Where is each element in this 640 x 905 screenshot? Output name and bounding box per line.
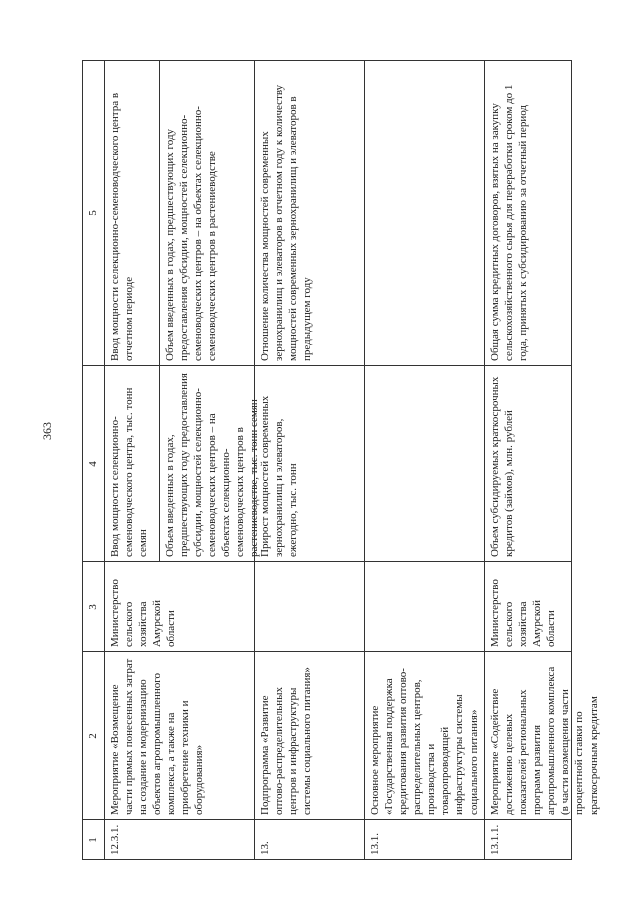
row-number: 12.3.1. bbox=[109, 824, 121, 855]
row-executor: Министерство сельского хозяйства Амурской области bbox=[109, 579, 178, 647]
row-number: 13.1. bbox=[369, 833, 381, 855]
indicator-name: Объем введенных в годах, предшествующих году предоставления субсидии, мощностей селекционно-семеноводческих центров – на объектах селекционно-семеноводческих центров в растениеводстве, тыс. тонн семян bbox=[164, 373, 261, 557]
header-col-4: 4 bbox=[87, 461, 99, 467]
row-number: 13. bbox=[259, 841, 271, 855]
table-row bbox=[484, 60, 600, 860]
row-indicator: Объем субсидируемых краткосрочных кредитов (займов), млн. рублей bbox=[489, 376, 516, 557]
row-executor bbox=[365, 562, 485, 652]
row-name: Мероприятие «Содействие достижению целевых показателей региональных программ развития агропромышленного комплекса (в части возмещения части процентной ставки по краткосрочным кредитам bbox=[489, 666, 600, 815]
indicator-name: Ввод мощности селекционно-семеноводческого центра, тыс. тонн семян bbox=[109, 387, 150, 557]
indicator-method: Ввод мощности селекционно-семеноводческого центра в отчетном периоде bbox=[109, 92, 136, 361]
row-number: 13.1.1. bbox=[489, 824, 501, 855]
row-executor bbox=[255, 562, 365, 652]
row-method: Отношение количества мощностей современных зернохранилищ и элеваторов в отчетном году к количеству мощностей современных зернохранилищ и элеваторов в предыдущем году bbox=[259, 84, 314, 361]
header-col-2: 2 bbox=[87, 733, 99, 739]
row-indicator bbox=[365, 366, 485, 562]
table-row bbox=[254, 60, 365, 860]
header-row bbox=[82, 60, 104, 860]
row-name: Основное мероприятие «Государственная поддержка кредитования развития оптово-распределительных центров, производства и товаропроводящей инфраструктуры системы социального питания» bbox=[369, 668, 480, 815]
row-method: Общая сумма кредитных договоров, взятых на закупку сельскохозяйственного сырья для переработки сроком до 1 года, принятых к субсидированию за отчетный период bbox=[489, 84, 530, 361]
row-executor: Министерство сельского хозяйства Амурской области bbox=[489, 579, 558, 647]
header-col-3: 3 bbox=[87, 604, 99, 610]
header-col-1: 1 bbox=[87, 837, 99, 843]
row-name: Подпрограмма «Развитие оптово-распределительных центров и инфраструктуры системы социального питания» bbox=[259, 667, 314, 815]
header-col-5: 5 bbox=[87, 210, 99, 216]
row-indicators bbox=[105, 60, 261, 562]
row-indicator: Прирост мощностей современных зернохранилищ и элеваторов, ежегодно, тыс. тонн bbox=[259, 395, 300, 557]
indicators-table bbox=[82, 60, 600, 860]
row-method bbox=[365, 60, 485, 366]
table-row bbox=[104, 60, 261, 860]
page-number: 363 bbox=[40, 422, 54, 440]
indicator-method: Объем введенных в годах, предшествующих году предоставления субсидии, мощностей селекционно-семеноводческих центров – на объектах селекционно-семеноводческих центров в растениеводстве bbox=[164, 106, 219, 361]
row-name: Мероприятие «Возмещение части прямых понесенных затрат на создание и модернизацию объектов агропромышленного комплекса, а также на приобретение техники и оборудования» bbox=[109, 658, 206, 815]
table-row bbox=[364, 60, 485, 860]
